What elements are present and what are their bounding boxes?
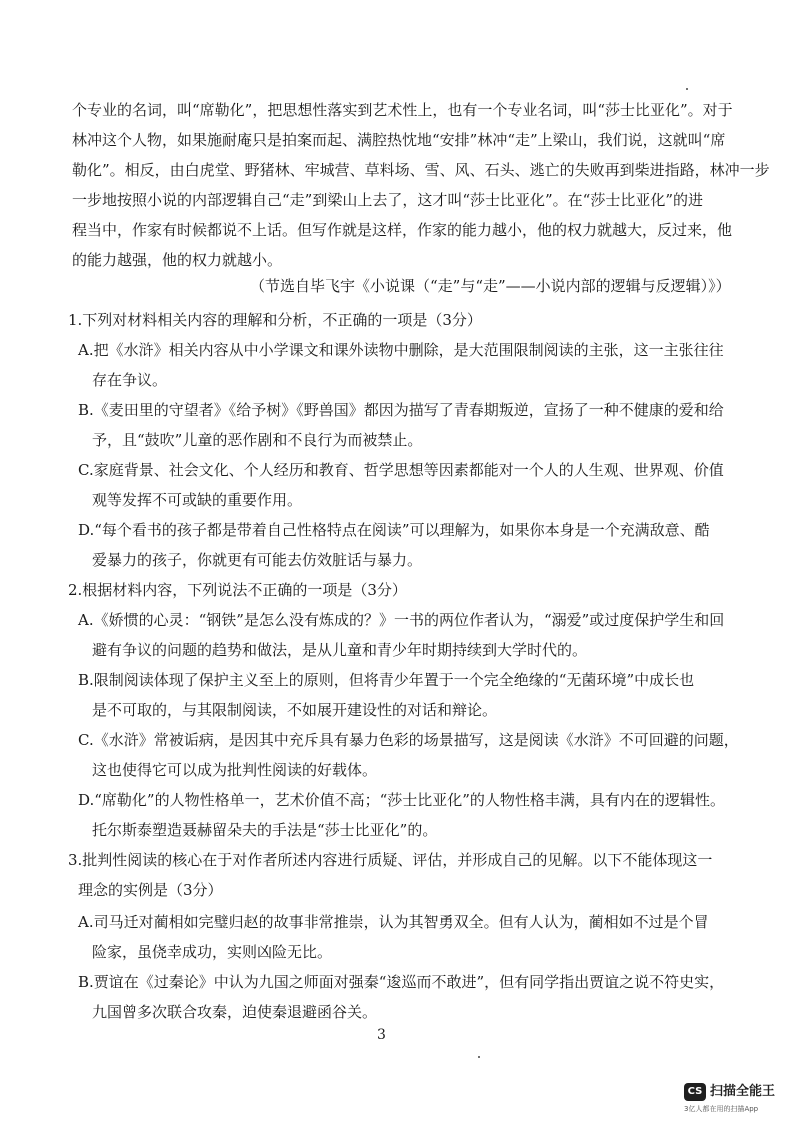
q1-option-b: B.《麦田里的守望者》《给予树》《野兽国》都因为描写了青春期叛逆，宣扬了一种不健康的爱和给 <box>78 401 724 419</box>
page-number: 3 <box>377 1027 386 1043</box>
scan-speck <box>686 88 688 90</box>
q3-option-a-cont: 险家，虽侥幸成功，实则凶险无比。 <box>92 943 333 961</box>
question-3-stem-cont: 理念的实例是（3分） <box>78 881 223 899</box>
scan-speck <box>478 1056 480 1058</box>
question-3-stem: 3.批判性阅读的核心在于对作者所述内容进行质疑、评估，并形成自己的见解。以下不能体现这一 <box>68 851 713 869</box>
q3-option-a: A.司马迁对蔺相如完璧归赵的故事非常推崇，认为其智勇双全。但有人认为，蔺相如不过是个冒 <box>78 913 709 931</box>
passage-source: （节选自毕飞宇《小说课（“走”与“走”——小说内部的逻辑与反逻辑）》） <box>250 277 731 295</box>
q1-option-a: A.把《水浒》相关内容从中小学课文和课外读物中删除，是大范围限制阅读的主张，这一主张往往 <box>78 341 724 359</box>
passage-line: 的能力越强，他的权力就越小。 <box>72 251 283 269</box>
passage-line: 程当中，作家有时候都说不上话。但写作就是这样，作家的能力越小，他的权力就越大，反过来，他 <box>72 221 733 239</box>
question-2-stem: 2.根据材料内容，下列说法不正确的一项是（3分） <box>68 581 407 599</box>
q2-option-a: A.《娇惯的心灵：“钢铁”是怎么没有炼成的？》一书的两位作者认为，“溺爱”或过度保护学生和回 <box>78 611 725 629</box>
q2-option-d: D.“席勒化”的人物性格单一，艺术价值不高；“莎士比亚化”的人物性格丰满，具有内在的逻辑性。 <box>78 791 725 809</box>
watermark-title: 扫描全能王 <box>710 1084 776 1099</box>
q2-option-c-cont: 这也使得它可以成为批判性阅读的好载体。 <box>92 761 378 779</box>
q3-option-b: B.贾谊在《过秦论》中认为九国之师面对强秦“逡巡而不敢进”，但有同学指出贾谊之说不符史实， <box>78 973 725 991</box>
q1-option-a-cont: 存在争议。 <box>92 371 168 389</box>
cs-logo-icon: CS <box>684 1083 706 1101</box>
q1-option-d: D.“每个看书的孩子都是带着自己性格特点在阅读”可以理解为，如果你本身是一个充满敌意、酷 <box>78 521 710 539</box>
q1-option-b-cont: 予，且“鼓吹”儿童的恶作剧和不良行为而被禁止。 <box>92 431 423 449</box>
passage-line: 林冲这个人物，如果施耐庵只是拍案而起、满腔热忱地“安排”林冲“走”上梁山，我们说，这就叫“席 <box>72 131 726 149</box>
passage-line: 勒化”。相反，由白虎堂、野猪林、牢城营、草料场、雪、风、石头、逃亡的失败再到柴进指路，林冲一步 <box>72 161 770 179</box>
q2-option-c: C.《水浒》常被诟病，是因其中充斥具有暴力色彩的场景描写，这是阅读《水浒》不可回避的问题， <box>78 731 739 749</box>
q2-option-b-cont: 是不可取的，与其限制阅读，不如展开建设性的对话和辩论。 <box>92 701 498 719</box>
watermark-subtitle: 3亿人都在用的扫描App <box>684 1105 759 1113</box>
q2-option-d-cont: 托尔斯泰塑造聂赫留朵夫的手法是“莎士比亚化”的。 <box>92 821 438 839</box>
q1-option-d-cont: 爱暴力的孩子，你就更有可能去仿效脏话与暴力。 <box>92 551 423 569</box>
q1-option-c-cont: 观等发挥不可或缺的重要作用。 <box>92 491 303 509</box>
q2-option-b: B.限制阅读体现了保护主义至上的原则，但将青少年置于一个完全绝缘的“无菌环境”中成长也 <box>78 671 695 689</box>
q3-option-b-cont: 九国曾多次联合攻秦，迫使秦退避函谷关。 <box>92 1003 378 1021</box>
question-1-stem: 1.下列对材料相关内容的理解和分析，不正确的一项是（3分） <box>68 311 482 329</box>
scanner-watermark <box>684 1083 794 1123</box>
q2-option-a-cont: 避有争议的问题的趋势和做法，是从儿童和青少年时期持续到大学时代的。 <box>92 641 588 659</box>
q1-option-c: C.家庭背景、社会文化、个人经历和教育、哲学思想等因素都能对一个人的人生观、世界观、价值 <box>78 461 724 479</box>
passage-line: 个专业的名词，叫“席勒化”，把思想性落实到艺术性上，也有一个专业名词，叫“莎士比亚化”。对于 <box>72 101 733 119</box>
passage-line: 一步地按照小说的内部逻辑自己“走”到梁山上去了，这才叫“莎士比亚化”。在“莎士比亚化”的进 <box>72 191 704 209</box>
